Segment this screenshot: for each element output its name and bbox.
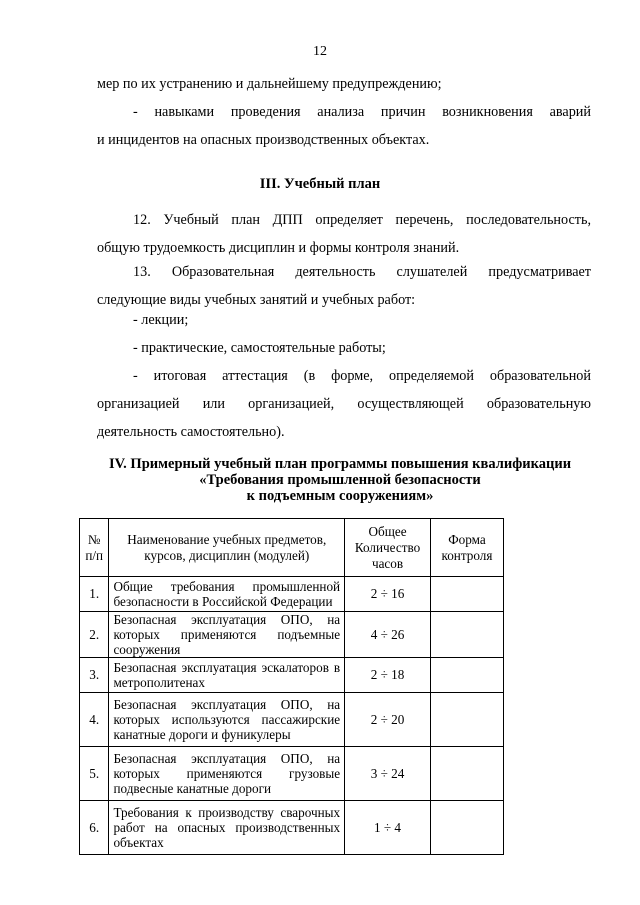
list-item-lectures (97, 306, 591, 334)
row-form (430, 801, 503, 855)
heading-line: «Требования промышленной безопасности (199, 472, 481, 488)
row-number: 2. (80, 612, 109, 658)
bullet-analysis-skills (97, 98, 591, 154)
text-line: и инцидентов на опасных производственных объектах. (97, 132, 430, 148)
row-name: Безопасная эксплуатация ОПО, на которых используются пассажирские канатные дороги и фуникулеры (109, 693, 345, 747)
text-line: - итоговая аттестация (в форме, определяемой образовательной (133, 368, 591, 384)
header-hours: Общее Количество часов (345, 519, 431, 577)
table-row (80, 801, 504, 855)
row-form (430, 658, 503, 693)
heading-line: к подъемным сооружениям» (246, 488, 434, 504)
text-line: - навыками проведения анализа причин возникновения аварий (133, 104, 591, 120)
text-line: - практические, самостоятельные работы; (133, 340, 386, 356)
page-number: 12 (313, 44, 327, 59)
row-name: Общие требования промышленной безопасности в Российской Федерации (109, 577, 345, 612)
row-hours: 2 ÷ 20 (345, 693, 431, 747)
table-header-row (80, 519, 504, 577)
paragraph-12 (97, 206, 591, 262)
table-row (80, 577, 504, 612)
row-number: 5. (80, 747, 109, 801)
text-line: следующие виды учебных занятий и учебных работ: (97, 292, 416, 308)
paragraph-continuation (97, 70, 591, 98)
row-name: Требования к производству сварочных работ на опасных производственных объектах (109, 801, 345, 855)
header-number: № п/п (80, 519, 109, 577)
text-line: общую трудоемкость дисциплин и формы контроля знаний. (97, 240, 460, 256)
text-line: 12. Учебный план ДПП определяет перечень, последовательность, (133, 212, 591, 228)
text-line: мер по их устранению и дальнейшему предупреждению; (97, 76, 442, 92)
row-hours: 1 ÷ 4 (345, 801, 431, 855)
row-name: Безопасная эксплуатация ОПО, на которых применяются грузовые подвесные канатные дороги (109, 747, 345, 801)
heading-line: IV. Примерный учебный план программы повышения квалификации (108, 456, 572, 472)
row-number: 6. (80, 801, 109, 855)
row-name: Безопасная эксплуатация ОПО, на которых применяются подъемные сооружения (109, 612, 345, 658)
header-form: Форма контроля (430, 519, 503, 577)
row-form (430, 612, 503, 658)
list-item-practical (97, 334, 591, 362)
section-heading-plan (60, 456, 620, 504)
row-number: 1. (80, 577, 109, 612)
row-hours: 3 ÷ 24 (345, 747, 431, 801)
row-hours: 2 ÷ 16 (345, 577, 431, 612)
row-name: Безопасная эксплуатация эскалаторов в метрополитенах (109, 658, 345, 693)
row-number: 3. (80, 658, 109, 693)
text-line: - лекции; (133, 312, 189, 328)
row-number: 4. (80, 693, 109, 747)
row-form (430, 747, 503, 801)
row-form (430, 577, 503, 612)
list-item-attestation (97, 362, 591, 446)
text-line: 13. Образовательная деятельность слушателей предусматривает (133, 264, 591, 280)
table-row (80, 612, 504, 658)
row-hours: 4 ÷ 26 (345, 612, 431, 658)
row-hours: 2 ÷ 18 (345, 658, 431, 693)
section-heading-curriculum: III. Учебный план (259, 176, 381, 192)
curriculum-table (79, 518, 504, 855)
header-name: Наименование учебных предметов, курсов, дисциплин (модулей) (109, 519, 345, 577)
row-form (430, 693, 503, 747)
text-line: организацией или организацией, осуществляющей образовательную (97, 396, 591, 412)
table-row (80, 658, 504, 693)
table-row (80, 747, 504, 801)
table-row (80, 693, 504, 747)
text-line: деятельность самостоятельно). (97, 424, 285, 440)
